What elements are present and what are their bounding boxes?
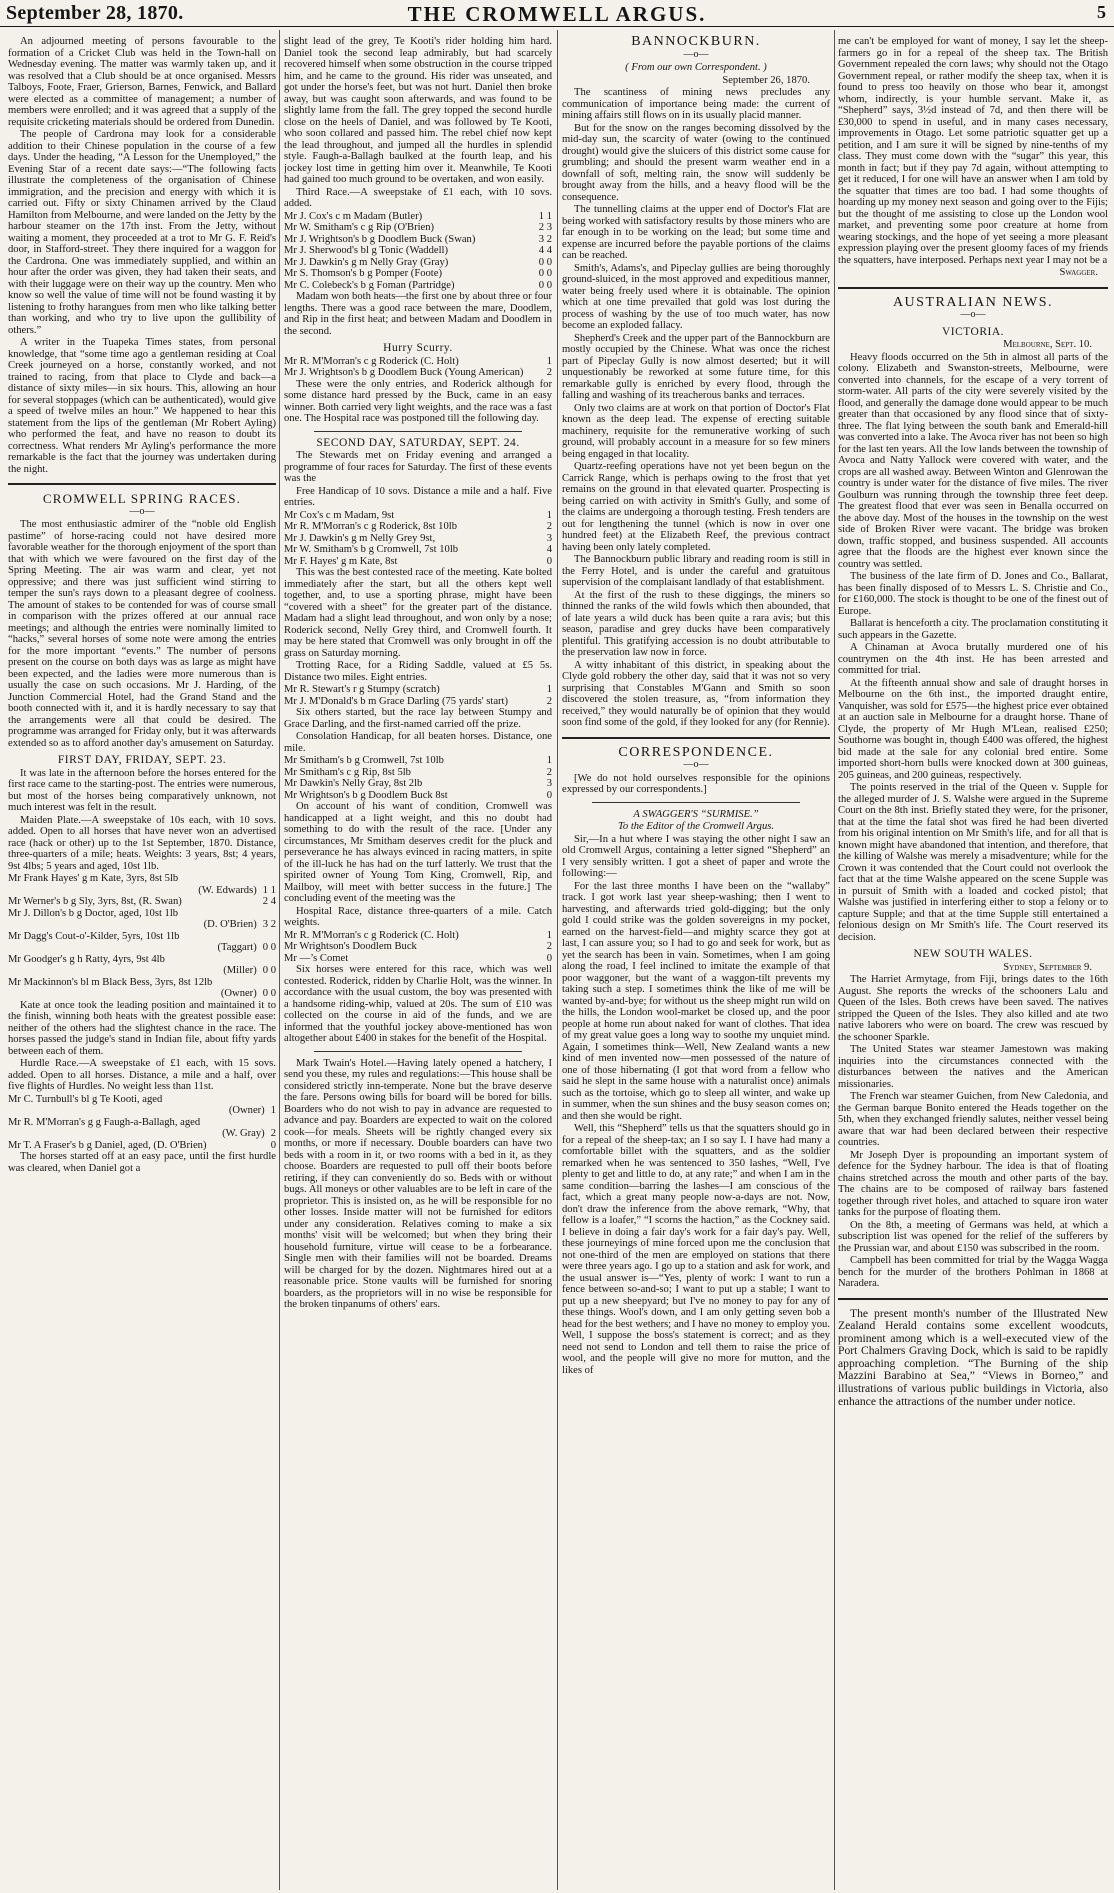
snow-paragraph: But for the snow on the ranges becoming dissolved by the mid-day sun, the scarcity of water (owing to the continued drought) would give the sluicers of this district some cause for grumbling; and should the present warm weather end in a downfall of soft, melting rain, the snow will suddenly be brought away from the hills, and a heavy flood will be the consequence.: [562, 122, 830, 203]
newspaper-title: THE CROMWELL ARGUS.: [407, 2, 707, 26]
section-rule: [8, 483, 276, 485]
letter-continued-paragraph: me can't be employed for want of money, I say let the sheep-farmers go in for a repeal of the sheep tax. The British Government repealed the corn laws; why should not the Otago Government repeal, or rather modify the sheep tax, when it is found to press too heavily on those who bear it, amongst whom, indirectly, is your humble servant. Make it, as “Shepherd” says, 3½d instead of 7d, and then there will be £30,000 to spend in useful, and in many cases necessary, improvements in Otago. Let some patriotic squatter get up a petition, and I am sure it will be signed by nine-tenths of my class. They must come down with the “sugar” this year, this month in fact; but if they pay 7d again, without attempting to get it reduced, I for one will have an answer when I am told by the squatter that times are too bad. I had some thoughts of hoarding up my money next season and going over to the Fijis; but the thought of me assisting to close up the London wool market, and preventing some poor creature at home from wearing stockings, and the hope of yet seeing a more pleasant expression playing over the present gloomy faces of my friends the squatters, have interposed. Perhaps next year I may not be a: [838, 36, 1108, 266]
disclaimer: [We do not hold ourselves responsible for the opinions expressed by our correspondents.]: [562, 772, 830, 795]
race-entry: Mr C. Colebeck's b g Foman (Partridge) 0 0: [284, 279, 552, 291]
second-day-heading: SECOND DAY, SATURDAY, SEPT. 24.: [316, 436, 520, 449]
race-entry: Mr Smitham's b g Cromwell, 7st 10lb 1: [284, 755, 552, 766]
races-heading: CROMWELL SPRING RACES.: [42, 491, 242, 506]
section-rule: [838, 287, 1108, 289]
race-entry: (D. O'Brien) 3 2: [203, 919, 276, 930]
dateline: Sydney, September 9.: [1003, 961, 1092, 973]
germans-meeting-paragraph: On the 8th, a meeting of Germans was held, at which a subscription list was opened for the relief of the sufferers by the Prussian war, and about £150 was subscribed in the room.: [838, 1219, 1108, 1254]
race-entry: Mr Wrightson's Doodlem Buck 2: [284, 941, 552, 952]
harriet-armytage-paragraph: The Harriet Armytage, from Fiji, brings dates to the 16th August. She reports the wrecks of the schooners Lalu and Queen of the Isles. Both crews have been saved. The natives stripped the Queen of the Isles. They also killed and ate two native laborers who were on board. The crew was rescued by the schooner Sparkle.: [838, 974, 1108, 1043]
witty-inhabitant-paragraph: A witty inhabitant of this district, in speaking about the Clyde gold robbery the other day, said that it was not so very surprising that Constables M'Gann and Smith so soon discovered the stolen treasure, as, “from information they received,” they would naturally be of opinion that they would soon find some of the gold, if they looked for any (for Rennie).: [562, 659, 830, 728]
jamestown-paragraph: The United States war steamer Jamestown was making inquiries into the circumstances connected with the disturbances between the natives and the American missionaries.: [838, 1044, 1108, 1090]
race-entry: Mr J. M'Donald's b m Grace Darling (75 yards' start) 2: [284, 695, 552, 707]
race-entry: (Miller) 0 0: [223, 965, 276, 976]
floods-paragraph: Heavy floods occurred on the 5th in almost all parts of the colony. Elizabeth and Swanston-streets, Melbourne, were converted into channels, for the escape of a very torrent of storm-water. All parts of the city were severely visited by the flood, and generally the damage done would appear to be much greater than that occasioned by any flood since that of sixty-three. The flat lying between the south bank and Emerald-hill was converted into a lake. The Avoca river has not been so high for the last ten years. All the low lands between the township of Avoca and Natty Yallock were covered with water, and the crops are all washed away. Between Winton and Glenrowan the country is under water for the distance of five miles. The river Goulburn was running through the township three feet deep. The greatest flood that ever was seen in Benalla occurred on the above day. Most of the houses in the township on the west side of Broken River were vacant. The bridge was broken down, traffic stopped, and business suspended. All accounts agree that the floods are the highest ever known since the country was settled.: [838, 351, 1108, 570]
maiden-plate-description: Maiden Plate.—A sweepstake of 10s each, with 10 sovs. added. Open to all horses that have never won an advertised race (hack or other) up to the 1st September, 1870. Distance, three-quarters of a mile; heats. Weights: 3 years, 8st; 4 years, 9st 4lbs; 5 years and aged, 10st 1lb.: [8, 814, 276, 872]
campbell-paragraph: Campbell has been committed for trial by the Wagga Wagga bench for the murder of the brothers Pohlman in 1868 at Naradera.: [838, 1255, 1108, 1289]
section-rule: [562, 737, 830, 739]
race-entry: Mr Goodger's g h Ratty, 4yrs, 9st 4lb: [8, 953, 165, 965]
illustrated-herald-paragraph: The present month's number of the Illustrated New Zealand Herald contains some excellent woodcuts, prominent among which is a well-executed view of the Port Chalmers Graving Dock, which is said to be rapidly approaching completion. “The Burning of the ship Mazzini Barabino at Sea,” “Views in Borneo,” and illustrations of various public buildings in Victoria, also enhance the attractions of the number under notice.: [838, 1306, 1108, 1408]
race-entry: Mr Werner's b g Sly, 3yrs, 8st, (R. Swan) 2 4: [8, 896, 276, 907]
ayling-paragraph: A writer in the Tuapeka Times states, from personal knowledge, that “some time ago a gentleman residing at Coal Creek journeyed on a horse, constantly worked, and not trained to racing, from that place to Clyde and back—a distance of sixty miles—in six hours. This, allowing an hour for several stoppages (which can be authenticated), would give a speed of twelve miles an hour.” We happened to hear this statement from the lips of the gentleman (Mr Robert Ayling) who performed the feat, and have no reason to doubt its correctness. What renders Mr Ayling's performance the more remarkable is the fact that the journey was undertaken during the night.: [8, 337, 276, 475]
letter-signature: Swagger.: [1059, 267, 1098, 278]
race-entry: Mr S. Thomson's b g Pomper (Foote) 0 0: [284, 268, 552, 279]
stumpy-paragraph: Six others started, but the race lay between Stumpy and Grace Darling, and the first-named carried off the prize.: [284, 707, 552, 730]
roderick-paragraph: These were the only entries, and Roderick although for some distance hard pressed by the Buck, came in an easy winner. Both carried very light weights, and the race was a fast one. The Hospital race was postponed till the following day.: [284, 378, 552, 424]
race-entry: Mr R. M'Morran's c g Roderick (C. Holt) 1: [284, 355, 552, 367]
library-paragraph: The Bannockburn public library and reading room is still in the Ferry Hotel, and is under the careful and gratuitous supervision of the complaisant landlady of that establishment.: [562, 554, 830, 588]
trotting-race-description: Trotting Race, for a Riding Saddle, valued at £5 5s. Distance two miles. Eight entries.: [284, 660, 552, 683]
heading-ornament: —o—: [683, 48, 709, 60]
heading-ornament: —o—: [683, 759, 709, 770]
first-day-heading: FIRST DAY, FRIDAY, SEPT. 23.: [57, 754, 227, 766]
race-entry: Mr J. Wrightson's b g Doodlem Buck (Young American) 2: [284, 367, 552, 378]
page-number: 5: [1097, 2, 1106, 22]
race-entry: Mr Frank Hayes' g m Kate, 3yrs, 8st 5lb: [8, 873, 179, 884]
section-rule: [592, 802, 800, 803]
race-entry: Mr R. M'Morran's g g Faugh-a-Ballagh, aged: [8, 1116, 201, 1128]
races-intro-paragraph: The most enthusiastic admirer of the “noble old English pastime” of horse-racing could not have desired more favorable weather for the thorough enjoyment of the sport than that with which we were favoured on the first day of the Spring Meeting. The air was warm and clear, yet not oppressive; and there was just sufficient wind stirring to temper the sun's rays down to a pleasant degree of coolness. The amount of stakes to be contended for was of course small in comparison with the prizes offered at our annual race meetings; and although the entries were nominally limited to “hacks,” several horses of some note were among the entries for the more important “events.” The number of persons present on the course on both days was as large as might have been expected, and the ladies were more numerous than is usually the case on such occasions. Mr J. Harding, of the Junction Commercial Hotel, had the Grand Stand and the booth connected with it, and it is hardly necessary to say that the arrangements were all that could be desired. The programme was arranged for Friday only, but it was afterwards extended so as to afford another day's amusement on Saturday.: [8, 519, 276, 749]
madam-paragraph: Madam won both heats—the first one by about three or four lengths. There was a good race between the mare, Doodlem, and Rip in the first heat; and between Madam and Doodlem in the second.: [284, 291, 552, 337]
column-2: [284, 36, 552, 1888]
ballarat-paragraph: Ballarat is henceforth a city. The proclamation constituting it such appears in the Gazette.: [838, 618, 1108, 641]
section-rule: [838, 1298, 1108, 1300]
cricket-club-paragraph: An adjourned meeting of persons favourable to the formation of a Cricket Club was held in the Town-hall on Wednesday evening. The matter was warmly taken up, and it was resolved that a Club should be at once organised. Messrs Talboys, Foote, Fraer, Grierson, Barnes, Fenwick, and Ballard were elected as a committee of management; a number of members were enrolled; and it was agreed that a supply of the requisite cricketing materials should be ordered from Dunedin.: [8, 36, 276, 128]
hospital-race-description: Hospital Race, distance three-quarters of a mile. Catch weights.: [284, 905, 552, 928]
dateline: Melbourne, Sept. 10.: [1003, 339, 1092, 350]
letter-paragraph: Sir,—In a hut where I was staying the other night I saw an old Cromwell Argus, containing a letter signed “Shepherd” an I very sensibly written. I got a sheet of paper and wrote the following:—: [562, 833, 830, 879]
avoca-paragraph: A Chinaman at Avoca brutally murdered one of his countrymen on the 4th inst. He has been arrested and committed for trial.: [838, 642, 1108, 676]
hurry-scurry-heading: Hurry Scurry.: [383, 342, 453, 354]
hurdle-race-description: Hurdle Race.—A sweepstake of £1 each, with 15 sovs. added. Open to all horses. Distance, a mile and a half, over five flights of Hurdles. No weight less than 11st.: [8, 1058, 276, 1092]
heading-ornament: —o—: [129, 505, 155, 517]
letter-title: A SWAGGER'S “SURMISE.”: [633, 808, 759, 820]
correspondent-line: ( From our own Correspondent. ): [625, 62, 767, 73]
column-rule: [557, 30, 558, 1890]
bannockburn-heading: BANNOCKBURN.: [631, 36, 761, 49]
race-entry: Mr Dagg's Cout-o'-Kilder, 5yrs, 10st 1lb: [8, 930, 180, 942]
hospital-paragraph: Six horses were entered for this race, which was well contested. Roderick, ridden by Charlie Holt, was the winner. In accordance with the usual custom, the boy was presented with a handsome riding-whip, valued at 20s. The sum of £10 was collected on the course in aid of the funds, and we are informed that the youthful jockey above-mentioned has won altogether about £400 in stakes for the benefit of the Hospital.: [284, 964, 552, 1044]
cromwell-paragraph: On account of his want of condition, Cromwell was handicapped at a light weight, and this no doubt had something to do with the result of the race. [Under any circumstances, Mr Smitham deserves credit for the pluck and perseverance he has always evinced in racing matters, in spite of the ill-luck he has had on the turf latterly. We trust that the spirited owner of Young Tom King, Cromwell, Rip, and Mailboy, will meet with better success in the future.] The concluding event of the meeting was the: [284, 801, 552, 904]
column-rule: [279, 30, 280, 1890]
race-entry: Mr T. A Fraser's b g Daniel, aged, (D. O'Brien) 0: [8, 1139, 276, 1151]
kate-paragraph: Kate at once took the leading position and maintained it to the finish, winning both heats with the greatest possible ease: neither of the others had the slightest chance in the race. The horses passed the judge's stand in Indian file, about fifty yards between each of them.: [8, 999, 276, 1057]
consolation-handicap-description: Consolation Handicap, for all beaten horses. Distance, one mile.: [284, 731, 552, 754]
deep-lead-paragraph: Only two claims are at work on that portion of Doctor's Flat known as the deep lead. The expense of erecting suitable machinery, requisite for the remunerative working of such ground, will probably account in a measure for so few miners being engaged in that locality.: [562, 402, 830, 460]
column-1: [8, 36, 276, 1888]
race-entry: Mr C. Turnbull's bl g Te Kooti, aged: [8, 1093, 163, 1105]
hurdle-continued-paragraph: slight lead of the grey, Te Kooti's rider holding him hard. Daniel took the second leap admirably, but had scarcely recovered himself when some obstruction in the course tripped him, and he came to the ground. His rider was unseated, and got under the horse's feet, but was not hurt. Daniel then broke away, but was caught soon afterwards, and was found to be slightly lame from the fall. The grey topped the second hurdle close on the heels of Daniel, and was followed by Te Kooti, who soon collared and passed him. The rebel chief now kept the lead throughout, and jumped all the hurdles in splendid style. Faugh-a-Ballagh baulked at the fourth leap, and his jockey lost time in getting him over it. Meanwhile, Te Kooti had gained too much ground to be overtaken, and won easily.: [284, 36, 552, 185]
letter-paragraph: For the last three months I have been on the “wallaby” track. I got work last year sheep-washing; then I went to harvesting, and afterwards tried gold-digging; but the only gold I could strike was the golden sovereigns in my pocket, earned on the harvest-field—and mighty scarce they got at last, I can assure you; so I had to go and seek for work, but as yet the search has been in vain. Sometimes, when I am going along the road, I feel inclined to imitate the example of that poor waggoner, but the want of a waggon-tilt prevents my taking such a step. I sometimes think the like of me will be wanted by-and-bye; for without us the sheep might run wild on the hills, the London wool-market be closed up, and the poor people at home run about naked for want of clothes. That idea of my great value goes a long way to soothe my unquiet mind. Again, I sometimes think—Well, New Zealand wants a new kind of men invented now—men possessed of the nature of one of those hibernating (I got that word from a fellow who said he slept in the same house with a naturalist once) animals such as the tortoise, which go to sleep all winter, and wake up in summer, when the sun shines and the busy season comes on; and then she would be right.: [562, 880, 830, 1122]
third-race-description: Third Race.—A sweepstake of £1 each, with 10 sovs. added.: [284, 186, 552, 209]
harbour-defence-paragraph: Mr Joseph Dyer is propounding an important system of defence for the Sydney harbour. The idea is that of floating chains stretched across the mouth and other parts of the bay. The chains are to be composed of railway bars fastened together through rivet holes, and attached to square iron water tanks for the purpose of floating them.: [838, 1149, 1108, 1218]
race-entry: Mr —’s Comet 0: [284, 952, 552, 964]
column-4: [838, 36, 1108, 1888]
issue-date: September 28, 1870.: [6, 2, 184, 24]
race-entry: Mr W. Smitham's b g Cromwell, 7st 10lb 4: [284, 544, 552, 555]
race-entry: Mr J. Dawkin's g m Nelly Gray (Gray) 0 0: [284, 256, 552, 268]
free-handicap-description: Free Handicap of 10 sovs. Distance a mile and a half. Five entries.: [284, 485, 552, 508]
race-entry: Mr Wrightson's b g Doodlem Buck 8st 0: [284, 789, 552, 801]
race-entry: (W. Edwards) 1 1: [198, 884, 276, 896]
section-rule: [314, 431, 522, 432]
race-entry: Mr J. Wrightson's b g Doodlem Buck (Swan) 3 2: [284, 233, 552, 245]
jones-paragraph: The business of the late firm of D. Jones and Co., Ballarat, has been finally disposed of to Messrs L. S. Christie and Co., for £160,000. The stock is thought to be one of the finest out of Europe.: [838, 571, 1108, 617]
race-entry: (Owner) 1: [228, 1105, 276, 1116]
letter-addressee: To the Editor of the Cromwell Argus.: [617, 821, 775, 832]
race-entry: Mr F. Hayes' g m Kate, 8st 0: [284, 555, 552, 567]
race-entry: Mr J. Dillon's b g Doctor, aged, 10st 1lb: [8, 907, 179, 919]
race-entry: Mr J. Dawkin's g m Nelly Grey 9st, 3: [284, 532, 552, 544]
race-entry: (Taggart) 0 0: [217, 942, 276, 953]
race-entry: (Owner) 0 0: [220, 988, 276, 999]
draught-horses-paragraph: At the fifteenth annual show and sale of draught horses in Melbourne on the 6th inst., the imported draught entire, Vanquisher, was sold for £575—the highest price ever obtained at an auction sale in Melbourne for a draught horse. Thane of Clyde, the property of Mr Hugh M'Lean, realised £250; Southorne was bought in, though £400 was offered, the highest bid made at the sale for any colonial bred entire. Some imported short-horn bulls were knocked down at 300 guineas, 205 guineas, and 200 guineas, respectively.: [838, 677, 1108, 781]
wild-fowl-paragraph: At the first of the rush to these diggings, the miners so thinned the ranks of the wild fowls which then abounded, that of late years a wild duck has been quite a rara avis; but this season, paradise and grey ducks have been comparatively plentiful. This gratifying accession is no doubt attributable to the preservation law now in force.: [562, 589, 830, 658]
tunnelling-paragraph: The tunnelling claims at the upper end of Doctor's Flat are being worked with satisfactory results by those miners who are far enough in to be working on the lead; but some time and expense are incurred before the payable portions of the claims can be reached.: [562, 204, 830, 261]
race-entry: Mr R. M'Morran's c g Roderick (C. Holt) 1: [284, 929, 552, 941]
race-entry: Mr Mackinnon's bl m Black Bess, 3yrs, 8st 12lb: [8, 976, 213, 988]
heading-ornament: —o—: [960, 309, 986, 320]
mining-paragraph: The scantiness of mining news precludes any communication of importance being made: the current of mining affairs still flows on in its usually placid manner.: [562, 87, 830, 121]
column-rule: [834, 30, 835, 1890]
stewards-paragraph: The Stewards met on Friday evening and arranged a programme of four races for Saturday. The first of these events was the: [284, 450, 552, 484]
australian-news-heading: AUSTRALIAN NEWS.: [892, 294, 1054, 310]
cardrona-paragraph: The people of Cardrona may look for a considerable addition to their Chinese population in the course of a few days. Under the heading, “A Lesson for the Unemployed,” the Evening Star of a recent date says:—“The following facts illustrate the completeness of the organisation of Chinese immigration, and the precision and energy with which it is carried out. Fifty or sixty Chinamen arrived by the Claud Hamilton from Melbourne, and were landed on the Jetty by the harbour steamer on the 17th inst. From the Jetty, without waiting a moment, they proceeded at a trot to Mr G. F. Reid's door, in Stafford-street. They there inquired for a waggon for the Cardrona. One was immediately supplied, and within an hour after the order was given, they had taken their seats, and with their luggage were on their way up the country. Men who know so well the value of time will not be found wasting it by listening to frothy harangues from men who like talking better than working, and who try to live upon the gullibility of others.”: [8, 129, 276, 336]
dateline: September 26, 1870.: [722, 74, 810, 86]
first-day-paragraph: It was late in the afternoon before the horses entered for the first race came to the starting-post. The entries were numerous, but most of the horses being comparatively unknown, not much interest was felt in the result.: [8, 767, 276, 813]
race-entry: Mr R. M'Morran's c g Roderick, 8st 10lb 2: [284, 521, 552, 532]
race-entry: Mr Smitham's c g Rip, 8st 5lb 2: [284, 766, 552, 778]
mark-twain-paragraph: Mark Twain's Hotel.—Having lately opened a hatchery, I send you these, my rules and regulations:—This house shall be considered strictly inn-temperate. None but the brave deserve the fare. Persons owing bills for board will be bored for bills. Boarders who do not wish to pay in advance are requested to advance and pay. Boarders are expected to wait on the colored cook—for meals. Sheets will be rightly changed every six months, or more if necessary. Double boarders can have two beds with a room in it, or two rooms with a bed in it, as they choose. Boarders are requested to pull off their boots before retiring, if they can conveniently do so. Beds with or without bugs. All moneys or other valuables are to be left in care of the proprietor. This is insisted on, as he will be responsible for no other losses. Inside matter will not be furnished for editors under any consideration. Relatives coming to make a six months' visit will be welcomed; but when they bring their household furniture, virtue will cease to be a forbearance. Single men with their families will not be boarded. Dreams will be charged for by the dozen. Nightmares hired out at a reasonable price. Stone vaults will be furnished for snoring boarders, as the proprietors will in no wise be responsible for the broken tinpanums of others' ears.: [284, 1057, 552, 1310]
race-entry: Mr R. Stewart's r g Stumpy (scratch) 1: [284, 684, 552, 695]
supple-trial-paragraph: The points reserved in the trial of the Queen v. Supple for the alleged murder of J. S. Walshe were argued in the Supreme Court on the 8th inst. Briefly stated they were, for the prisoner, that at the time the fatal shot was fired he had been diverted from his original intention on Mr Smith's life, and for all that is known might have abandoned that intention, and therefore, that the killing of Walshe was merely a misadventure; while for the Crown it was contended that the Court could not overlook the fact that at the time Walshe appeared on the scene Supple was in pursuit of Smith with a loaded and cocked pistol; that Walshe was justified in interfering either to stop a felony or to capture Supple; and that at the time Supple still entertained a felonious design on Mr Smith's life. The Court reserved its decision.: [838, 782, 1108, 943]
new-south-wales-heading: NEW SOUTH WALES.: [913, 948, 1033, 960]
race-entry: Mr Cox's c m Madam, 9st 1: [284, 509, 552, 521]
race-entry: Mr W. Smitham's c g Rip (O'Brien) 2 3: [284, 222, 552, 233]
letter-paragraph: Well, this “Shepherd” tells us that the squatters should go in for a repeal of the sheep-tax; an I so say I. I have had many a comfortable billet with the squatters, and as the soldier remarked when he was sentenced to 350 lashes, “Well, I've plenty to get and little to do, at any rate;” and when I am in the same condition—barring the lashes—I am conscious of the fact, which a great many people now-a-days are not. Now, don't draw the inference from the above remark, “Why, that fellow is a loafer,” “I scorns the haction,” as the Cockney said. I believe in doing a fair day's work for a fair day's pay. Well, these journeyings of mine forced upon me the conclusion that not one-third of the men are employed on stations that there were three years ago. I go up to a station and ask for work, and the usual answer is—“Yes, plenty of work: I want to run a fence between so-and-so; I want to put up a stable; I want to put up a new sheepyard; but I've no money to pay for any of these things. Wool's down, and I am only getting seven bob a head for the best wethers; and I have no money to employ you. Well, I suppose the boss's statement is correct; and as they need not send to London and tell them to raise the price of wool, and the people will give no more for mutton, and the likes of: [562, 1123, 830, 1376]
hurdle-start-paragraph: The horses started off at an easy pace, until the first hurdle was cleared, when Daniel got a: [8, 1151, 276, 1174]
shepherds-creek-paragraph: Shepherd's Creek and the upper part of the Bannockburn are mostly occupied by the Chinese. What was once the richest part of Pipeclay Gully is now almost deserted; but it will unquestionably be reworked at some future time, for this remarkable gully is enriched by every flood, through the falling and washing of its treacherous banks and terraces.: [562, 332, 830, 401]
quartz-reefing-paragraph: Quartz-reefing operations have not yet been begun on the Carrick Range, which is perhaps owing to the frost that yet remains on the ground in that elevated quarter. Prospecting is being carried on with activity in Smith's Gully, and some of the claims are undergoing a thorough testing. Fresh tenders are out for lengthening the tunnel (which is now in over one hundred feet) at the Elizabeth Reef, the previous contract having been only lately completed.: [562, 461, 830, 553]
gullies-paragraph: Smith's, Adams's, and Pipeclay gullies are being thoroughly ground-sluiced, in the most approved and expeditious manner, water being freely used where it is obtainable. The opinion which at one time prevailed that gold was lost during the process of washing by the use of too much water, has now become an exploded fallacy.: [562, 262, 830, 331]
race-entry: (W. Gray) 2: [222, 1128, 276, 1139]
section-rule: [314, 1051, 522, 1052]
race-entry: Mr J. Cox's c m Madam (Butler) 1 1: [284, 210, 552, 222]
race-entry: Mr Dawkin's Nelly Gray, 8st 2lb 3: [284, 778, 552, 789]
best-contested-paragraph: This was the best contested race of the meeting. Kate bolted immediately after the start, but all the others kept well together, and, to use a sporting phrase, might have been “covered with a sheet” for the greater part of the distance. Madam had a slight lead throughout, and won only by a nose; Roderick second, Nelly Grey third, and Cromwell fourth. It may be here stated that Cromwell was only brought in off the grass on Saturday morning.: [284, 567, 552, 659]
guichen-paragraph: The French war steamer Guichen, from New Caledonia, and the German barque Bonito entered the Heads together on the 5th, when they exchanged friendly salutes, neither vessel being aware that war had been declared between their respective countries.: [838, 1091, 1108, 1148]
race-entry: Mr J. Sherwood's bl g Tonic (Waddell) 4 4: [284, 245, 552, 256]
victoria-heading: VICTORIA.: [941, 325, 1005, 338]
column-3: [562, 36, 830, 1888]
correspondence-heading: CORRESPONDENCE.: [618, 744, 774, 760]
masthead: [0, 0, 1114, 27]
